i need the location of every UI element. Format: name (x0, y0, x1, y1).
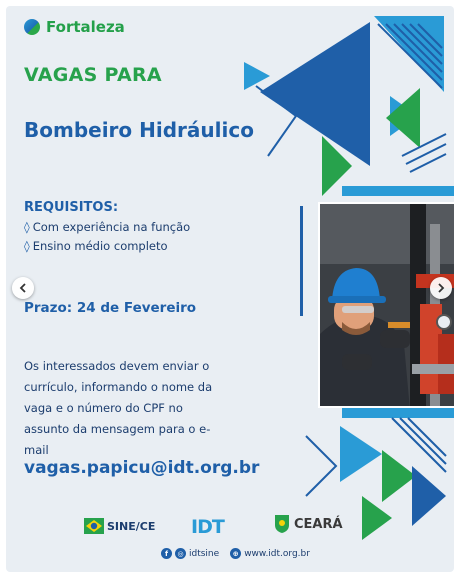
triangle-shape (362, 496, 392, 540)
chevron-left-icon (18, 283, 28, 293)
brazil-flag-icon (84, 518, 104, 534)
job-title: Bombeiro Hidráulico (24, 118, 254, 142)
plumber-illustration (320, 204, 454, 408)
chevron-shape (306, 436, 336, 496)
bar-shape (342, 186, 454, 196)
sine-logo-text: SINE/CE (107, 519, 156, 533)
city-logo-icon (24, 19, 40, 35)
diamond-bullet-icon: ◊ (24, 239, 30, 253)
facebook-icon[interactable]: f (161, 548, 172, 559)
bar-shape (342, 408, 454, 418)
globe-icon: ⊕ (230, 548, 241, 559)
city-label: Fortaleza (46, 18, 125, 36)
idt-logo (191, 516, 224, 538)
chevron-right-icon (436, 283, 446, 293)
contact-email: vagas.papicu@idt.org.br (24, 458, 260, 478)
city-header (24, 18, 125, 36)
carousel-next-button[interactable] (430, 277, 452, 299)
deadline-text: Prazo: 24 de Fevereiro (24, 300, 197, 316)
triangle-shape (412, 466, 446, 526)
social-links (161, 548, 310, 559)
side-bar-shape (300, 206, 303, 316)
website-link[interactable]: www.idt.org.br (244, 548, 310, 559)
requirement-text: Ensino médio completo (32, 239, 168, 253)
vagas-heading: VAGAS PARA (24, 64, 162, 86)
requirement-text: Com experiência na função (32, 220, 191, 234)
requirements-title: REQUISITOS: (24, 200, 119, 215)
job-post-card (6, 6, 454, 572)
line-pattern (402, 134, 446, 172)
idt-logo-text: IDT (191, 516, 224, 538)
diamond-bullet-icon: ◊ (24, 220, 30, 234)
instagram-icon[interactable]: ◎ (175, 548, 186, 559)
social-handle[interactable]: idtsine (189, 548, 220, 559)
requirements-list (24, 218, 190, 256)
ceara-shield-icon (274, 514, 290, 534)
sine-logo (84, 518, 155, 534)
ceara-logo-text: CEARÁ (294, 516, 343, 532)
plumber-photo (318, 202, 454, 408)
list-item (24, 237, 190, 256)
carousel-prev-button[interactable] (12, 277, 34, 299)
triangle-shape (340, 426, 382, 482)
triangle-shape (382, 450, 416, 502)
ceara-logo (274, 514, 343, 534)
instructions-text: Os interessados devem enviar o currículo, informando o nome da vaga e o número do CPF no assunto da mensagem para o e-mail (24, 359, 213, 457)
list-item (24, 218, 190, 237)
